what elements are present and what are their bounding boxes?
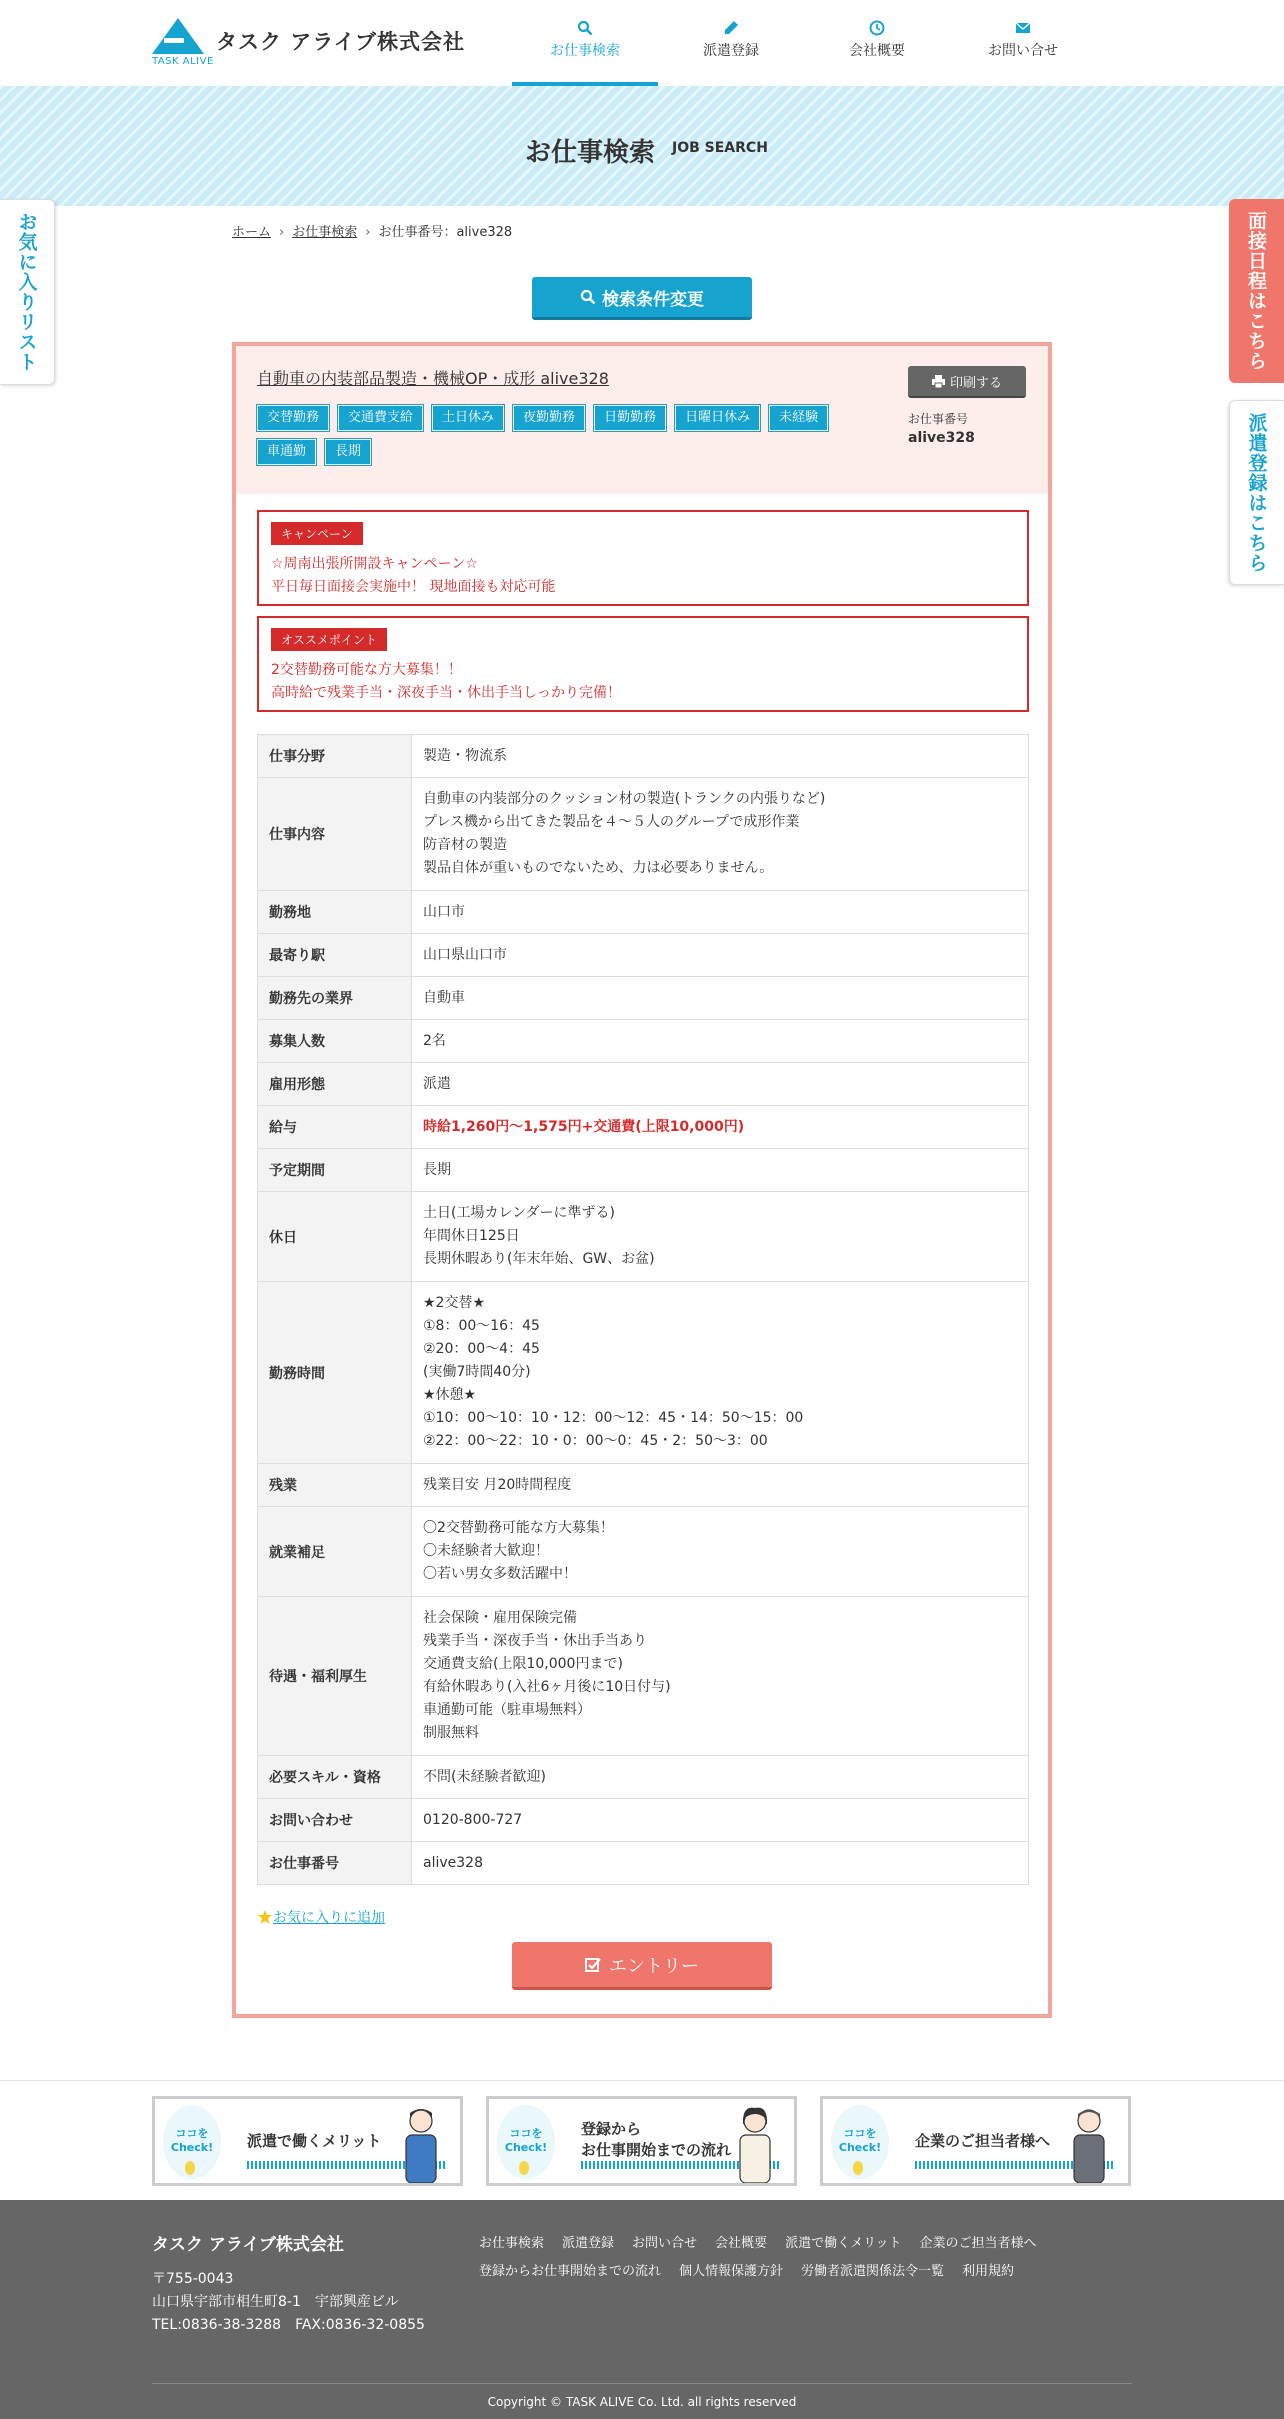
detail-row xyxy=(258,1464,1029,1507)
detail-value-line: 長期 xyxy=(423,1161,451,1178)
register-label: 派遣登録はこちら xyxy=(1245,412,1268,573)
job-detail-card xyxy=(232,342,1052,2018)
detail-value xyxy=(412,778,1029,891)
footer-link[interactable]: 個人情報保護方針 xyxy=(679,2264,784,2279)
change-search-label: 検索条件変更 xyxy=(602,289,704,310)
detail-label: 必要スキル・資格 xyxy=(258,1756,412,1799)
detail-value-line: 制服無料 xyxy=(423,1725,479,1741)
job-number-label: お仕事番号 xyxy=(908,412,969,426)
nav-item-job-search[interactable] xyxy=(512,0,658,86)
detail-label: お仕事番号 xyxy=(258,1842,412,1885)
copyright: Copyright © TASK ALIVE Co. Ltd. all rights reserved xyxy=(487,2395,797,2409)
detail-row xyxy=(258,1149,1029,1192)
footer-address-line: 山口県宇部市相生町8-1 宇部興産ビル xyxy=(152,2294,399,2310)
detail-row xyxy=(258,1106,1029,1149)
detail-value-line: ①8：00～16：45 xyxy=(423,1318,540,1334)
change-search-button[interactable] xyxy=(532,277,752,320)
entry-label: エントリー xyxy=(609,1955,699,1977)
footer-link[interactable]: 会社概要 xyxy=(715,2236,768,2251)
star-icon xyxy=(257,1909,273,1925)
job-tag: 夜勤勤務 xyxy=(513,405,585,431)
detail-value-line: 〇未経験者大歓迎！ xyxy=(423,1543,549,1559)
banner-label-line: 登録から xyxy=(581,2120,642,2138)
detail-row xyxy=(258,1063,1029,1106)
detail-label: 予定期間 xyxy=(258,1149,412,1192)
detail-value-line: 2名 xyxy=(423,1032,446,1049)
nav-item-company[interactable] xyxy=(804,0,950,86)
detail-label: 就業補足 xyxy=(258,1507,412,1597)
print-label: 印刷する xyxy=(949,375,1002,391)
banner-label: 派遣で働くメリット xyxy=(247,2132,382,2150)
search-icon xyxy=(580,289,596,305)
detail-label: 残業 xyxy=(258,1464,412,1507)
printer-icon xyxy=(932,375,945,388)
detail-value-line: 土日(工場カレンダーに準ずる) xyxy=(423,1205,616,1221)
footer-link[interactable]: 利用規約 xyxy=(962,2264,1015,2279)
detail-value-line: 防音材の製造 xyxy=(423,837,507,853)
favorites-list-tab[interactable] xyxy=(0,199,55,385)
recommend-box xyxy=(257,616,1029,712)
detail-value-line: 残業手当・深夜手当・休出手当あり xyxy=(423,1633,647,1649)
detail-row xyxy=(258,934,1029,977)
breadcrumb-search[interactable]: お仕事検索 xyxy=(292,225,358,240)
footer-link[interactable]: お仕事検索 xyxy=(479,2236,545,2251)
job-title[interactable]: 自動車の内装部品製造・機械OP・成形 alive328 xyxy=(257,369,609,388)
detail-value xyxy=(412,1756,1029,1799)
job-tag: 未経験 xyxy=(769,405,828,431)
pin-icon xyxy=(853,2161,863,2175)
detail-value-line: 派遣 xyxy=(423,1075,451,1092)
company-name: タスク アライブ株式会社 xyxy=(216,30,466,54)
detail-value xyxy=(412,1842,1029,1885)
detail-value-line: ②22：00～22：10・0：00～0：45・2：50～3：00 xyxy=(423,1433,768,1449)
campaign-badge: キャンペーン xyxy=(271,522,363,545)
detail-value xyxy=(412,1282,1029,1464)
detail-label: 待遇・福利厚生 xyxy=(258,1597,412,1756)
site-footer xyxy=(0,2200,1284,2419)
detail-value-line: 〇若い男女多数活躍中！ xyxy=(423,1566,577,1582)
footer-divider xyxy=(152,2383,1132,2384)
nav-label: お問い合せ xyxy=(988,43,1058,59)
detail-value-line: 時給1,260円～1,575円+交通費(上限10,000円) xyxy=(423,1118,745,1135)
detail-value-line: 山口県山口市 xyxy=(423,946,507,963)
detail-label: 給与 xyxy=(258,1106,412,1149)
detail-value-line: 不問(未経験者歓迎) xyxy=(423,1768,546,1785)
logo-mark-icon xyxy=(152,18,204,58)
checkbox-icon xyxy=(585,1957,601,1973)
detail-value xyxy=(412,977,1029,1020)
detail-row xyxy=(258,1756,1029,1799)
job-tag: 交替勤務 xyxy=(257,405,329,431)
chevron-right-icon: › xyxy=(279,225,285,240)
campaign-line: 平日毎日面接会実施中！ 現地面接も対応可能 xyxy=(271,579,556,595)
detail-label: 勤務先の業界 xyxy=(258,977,412,1020)
detail-value xyxy=(412,735,1029,778)
detail-label: 最寄り駅 xyxy=(258,934,412,977)
interview-schedule-tab[interactable] xyxy=(1229,199,1284,383)
nav-label: 派遣登録 xyxy=(703,43,759,59)
detail-value-line: 交通費支給(上限10,000円まで) xyxy=(423,1656,623,1672)
page-title: お仕事検索 xyxy=(525,138,656,168)
job-tag: 交通費支給 xyxy=(338,405,423,431)
detail-value xyxy=(412,1507,1029,1597)
detail-label: 勤務時間 xyxy=(258,1282,412,1464)
page-banner xyxy=(0,86,1284,206)
detail-value-line: 残業目安 月20時間程度 xyxy=(423,1476,572,1493)
envelope-icon xyxy=(1015,20,1031,36)
detail-value-line: 自動車の内装部分のクッション材の製造(トランクの内張りなど) xyxy=(423,791,826,807)
job-tag: 日曜日休み xyxy=(675,405,760,431)
detail-value-line: 社会保険・雇用保険完備 xyxy=(423,1610,577,1626)
check-label: ココを Check! xyxy=(838,2127,882,2154)
detail-value xyxy=(412,1597,1029,1756)
detail-value xyxy=(412,934,1029,977)
detail-row xyxy=(258,1192,1029,1282)
detail-row xyxy=(258,1597,1029,1756)
detail-value-line: 山口市 xyxy=(423,903,465,920)
banner-merit[interactable] xyxy=(152,2096,463,2186)
detail-value xyxy=(412,1192,1029,1282)
detail-value-line: プレス機から出てきた製品を４～５人のグループで成形作業 xyxy=(423,814,800,830)
site-logo[interactable] xyxy=(152,18,466,70)
detail-value xyxy=(412,1799,1029,1842)
detail-value-line: 0120-800-727 xyxy=(423,1811,523,1828)
main-nav xyxy=(512,0,1096,86)
detail-label: 仕事内容 xyxy=(258,778,412,891)
footer-address-line: 〒755-0043 xyxy=(152,2271,234,2287)
footer-links xyxy=(479,2230,1079,2286)
search-icon xyxy=(577,20,593,36)
detail-value-line: alive328 xyxy=(423,1854,483,1871)
nav-item-register[interactable] xyxy=(658,0,804,86)
logo-subtext: TASK ALIVE xyxy=(152,56,214,67)
detail-row xyxy=(258,891,1029,934)
job-detail-table xyxy=(257,734,1029,1885)
campaign-box xyxy=(257,510,1029,606)
detail-value-line: 車通勤可能（駐車場無料） xyxy=(423,1702,591,1718)
detail-value-line: 自動車 xyxy=(423,989,465,1006)
detail-value xyxy=(412,891,1029,934)
breadcrumb xyxy=(232,221,512,240)
detail-row xyxy=(258,1507,1029,1597)
detail-value xyxy=(412,1106,1029,1149)
check-label: ココを Check! xyxy=(504,2127,548,2154)
bottom-banner-bar xyxy=(0,2080,1284,2200)
banner-label: 企業のご担当者様へ xyxy=(915,2132,1051,2150)
detail-value-line: 製品自体が重いものでないため、力は必要ありません。 xyxy=(423,860,774,876)
footer-link[interactable]: 労働者派遣関係法令一覧 xyxy=(801,2264,945,2279)
detail-value-line: ★休憩★ xyxy=(423,1387,477,1403)
detail-value-line: 〇2交替勤務可能な方大募集！ xyxy=(423,1520,614,1536)
add-favorite-label: お気に入りに追加 xyxy=(273,1910,385,1926)
detail-row xyxy=(258,977,1029,1020)
detail-value-line: 製造・物流系 xyxy=(423,747,507,764)
footer-link[interactable]: 派遣で働くメリット xyxy=(785,2236,902,2251)
interview-schedule-label: 面接日程はこちら xyxy=(1245,211,1267,371)
banner-flow[interactable] xyxy=(486,2096,797,2186)
detail-value-line: ★2交替★ xyxy=(423,1295,486,1311)
detail-value-line: ②20：00～4：45 xyxy=(423,1341,540,1357)
detail-value-line: 長期休暇あり(年末年始、GW、お盆) xyxy=(423,1251,655,1267)
site-header xyxy=(0,0,1284,86)
breadcrumb-home[interactable]: ホーム xyxy=(232,225,272,240)
detail-label: お問い合わせ xyxy=(258,1799,412,1842)
person-illustration-icon xyxy=(730,2103,780,2183)
nav-item-contact[interactable] xyxy=(950,0,1096,86)
job-number-value: alive328 xyxy=(908,430,975,446)
detail-value-line: 年間休日125日 xyxy=(423,1228,520,1244)
detail-row xyxy=(258,1842,1029,1885)
detail-row xyxy=(258,735,1029,778)
print-button[interactable] xyxy=(908,366,1026,398)
job-tags xyxy=(257,405,877,465)
footer-link[interactable]: お問い合せ xyxy=(632,2236,698,2251)
detail-row xyxy=(258,1282,1029,1464)
detail-label: 雇用形態 xyxy=(258,1063,412,1106)
detail-label: 勤務地 xyxy=(258,891,412,934)
recommend-line: 高時給で残業手当・深夜手当・休出手当しっかり完備！ xyxy=(271,685,621,701)
pencil-icon xyxy=(723,20,739,36)
detail-label: 休日 xyxy=(258,1192,412,1282)
campaign-line: ☆周南出張所開設キャンペーン☆ xyxy=(271,556,478,572)
footer-address xyxy=(152,2268,425,2337)
pin-icon xyxy=(519,2161,529,2175)
detail-value-line: (実働7時間40分) xyxy=(423,1364,531,1380)
breadcrumb-current: お仕事番号：alive328 xyxy=(378,225,513,240)
footer-company: タスク アライブ株式会社 xyxy=(152,2235,344,2255)
detail-value xyxy=(412,1020,1029,1063)
check-label: ココを Check! xyxy=(170,2127,214,2154)
detail-label: 募集人数 xyxy=(258,1020,412,1063)
detail-row xyxy=(258,1020,1029,1063)
footer-address-line: TEL:0836-38-3288 FAX:0836-32-0855 xyxy=(152,2317,425,2333)
detail-value xyxy=(412,1149,1029,1192)
detail-row xyxy=(258,778,1029,891)
add-favorite-link[interactable] xyxy=(257,1907,385,1927)
job-tag: 車通勤 xyxy=(257,439,316,465)
person-illustration-icon xyxy=(396,2103,446,2183)
detail-value-line: 有給休暇あり(入社6ヶ月後に10日付与) xyxy=(423,1679,671,1695)
detail-value xyxy=(412,1063,1029,1106)
detail-label: 仕事分野 xyxy=(258,735,412,778)
job-tag: 土日休み xyxy=(432,405,504,431)
page-subtitle: JOB SEARCH xyxy=(672,140,768,156)
register-tab[interactable] xyxy=(1229,400,1284,585)
banner-corporate[interactable] xyxy=(820,2096,1131,2186)
favorites-list-label: お気に入りリスト xyxy=(15,212,38,372)
nav-label: お仕事検索 xyxy=(550,43,620,59)
entry-button[interactable] xyxy=(512,1942,772,1990)
job-tag: 日勤勤務 xyxy=(594,405,666,431)
detail-value-line: ①10：00～10：10・12：00～12：45・14：50～15：00 xyxy=(423,1410,804,1426)
footer-link[interactable]: 登録からお仕事開始までの流れ xyxy=(479,2264,662,2279)
job-header xyxy=(236,346,1048,494)
banner-label-line: お仕事開始までの流れ xyxy=(581,2141,732,2159)
recommend-badge: オススメポイント xyxy=(271,628,387,651)
clock-icon xyxy=(869,20,885,36)
recommend-line: 2交替勤務可能な方大募集！！ xyxy=(271,662,462,678)
pin-icon xyxy=(185,2161,195,2175)
footer-link[interactable]: 企業のご担当者様へ xyxy=(919,2236,1037,2251)
nav-label: 会社概要 xyxy=(849,43,905,59)
job-tag: 長期 xyxy=(325,439,371,465)
person-illustration-icon xyxy=(1064,2103,1114,2183)
detail-value xyxy=(412,1464,1029,1507)
chevron-right-icon: › xyxy=(365,225,371,240)
footer-link[interactable]: 派遣登録 xyxy=(562,2236,615,2251)
detail-row xyxy=(258,1799,1029,1842)
